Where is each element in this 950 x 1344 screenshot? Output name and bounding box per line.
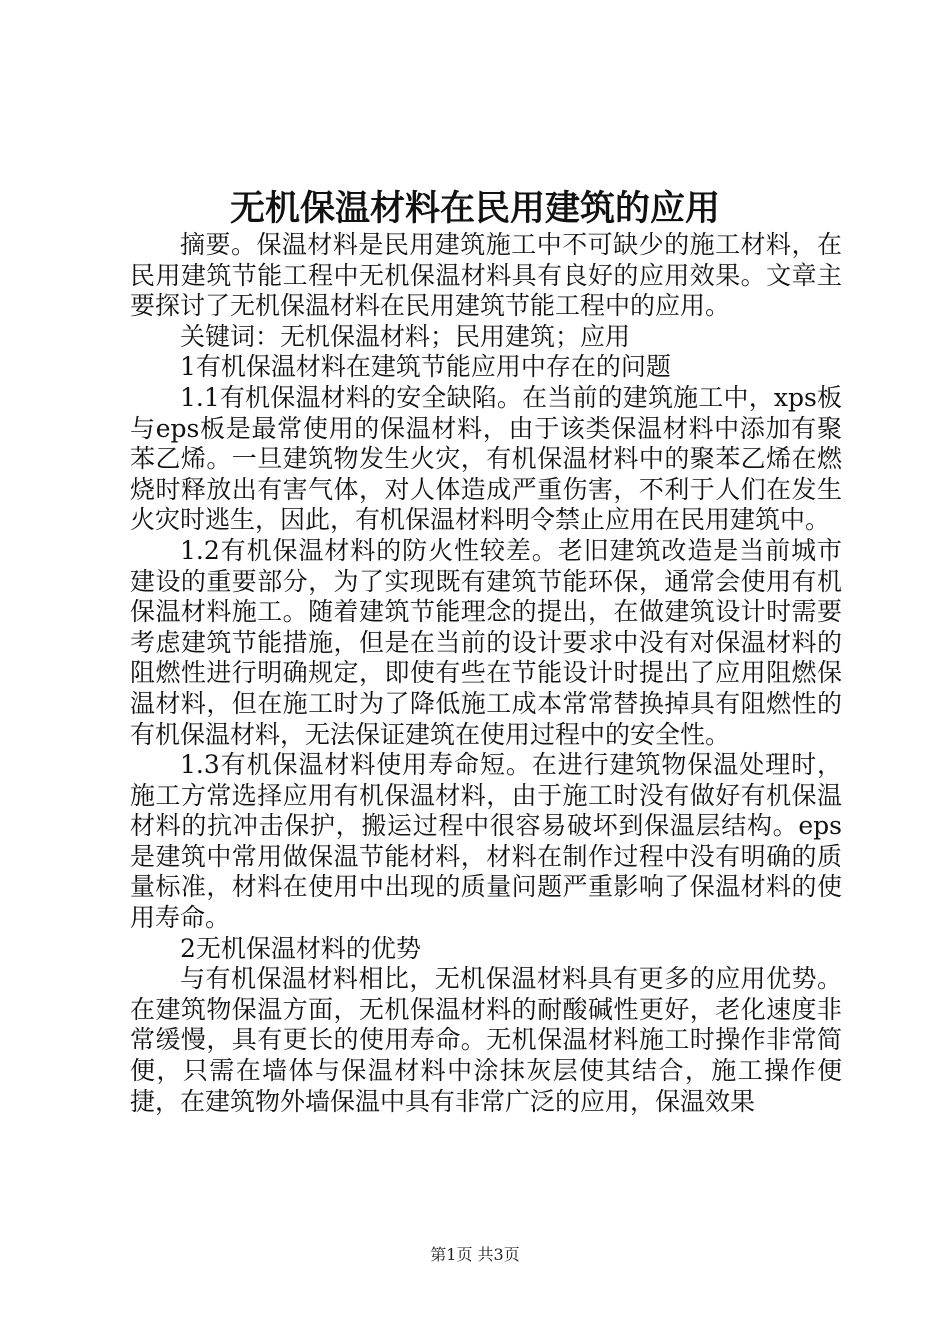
- document-body: [130, 230, 842, 1117]
- paragraph-1-1: 1.1有机保温材料的安全缺陷。在当前的建筑施工中，xps板与eps板是最常使用的保温材料，由于该类保温材料中添加有聚苯乙烯。一旦建筑物发生火灾，有机保温材料中的聚苯乙烯在燃烧时释放出有害气体，对人体造成严重伤害，不利于人们在发生火灾时逃生，因此，有机保温材料明令禁止应用在民用建筑中。: [130, 382, 842, 535]
- document-title: 无机保温材料在民用建筑的应用: [229, 188, 720, 229]
- page-footer: 第1页 共3页: [430, 1245, 520, 1264]
- paragraph-1-3: 1.3有机保温材料使用寿命短。在进行建筑物保温处理时，施工方常选择应用有机保温材料，由于施工时没有做好有机保温材料的抗冲击保护，搬运过程中很容易破坏到保温层结构。eps是建筑中常用做保温节能材料，材料在制作过程中没有明确的质量标准，材料在使用中出现的质量问题严重影响了保温材料的使用寿命。: [130, 750, 842, 933]
- keywords-paragraph: 关键词：无机保温材料；民用建筑；应用: [180, 321, 631, 351]
- paragraph-1-2: 1.2有机保温材料的防火性较差。老旧建筑改造是当前城市建设的重要部分，为了实现既有建筑节能环保，通常会使用有机保温材料施工。随着建筑节能理念的提出，在做建筑设计时需要考虑建筑节能措施，但是在当前的设计要求中没有对保温材料的阻燃性进行明确规定，即使有些在节能设计时提出了应用阻燃保温材料，但在施工时为了降低施工成本常常替换掉具有阻燃性的有机保温材料，无法保证建筑在使用过程中的安全性。: [130, 535, 842, 749]
- paragraph-2: 与有机保温材料相比，无机保温材料具有更多的应用优势。在建筑物保温方面，无机保温材料的耐酸碱性更好，老化速度非常缓慢，具有更长的使用寿命。无机保温材料施工时操作非常简便，只需在墙体与保温材料中涂抹灰层使其结合，施工操作便捷，在建筑物外墙保温中具有非常广泛的应用，保温效果: [130, 964, 842, 1116]
- section-heading-2: 2无机保温材料的优势: [180, 933, 421, 963]
- section-heading-1: 1有机保温材料在建筑节能应用中存在的问题: [180, 352, 671, 382]
- abstract-paragraph: 摘要。保温材料是民用建筑施工中不可缺少的施工材料，在民用建筑节能工程中无机保温材料具有良好的应用效果。文章主要探讨了无机保温材料在民用建筑节能工程中的应用。: [130, 230, 842, 321]
